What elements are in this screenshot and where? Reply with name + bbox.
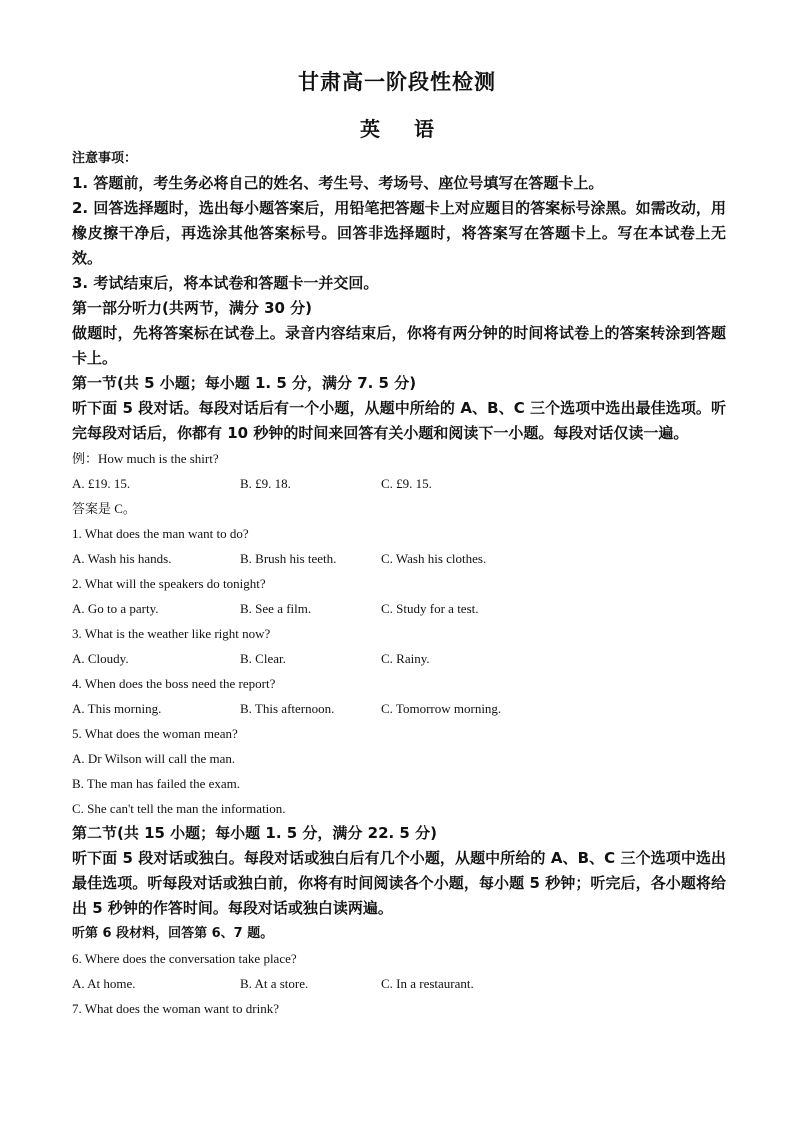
question-5-option-a: A. Dr Wilson will call the man.: [72, 751, 236, 766]
question-3-option-c: C. Rainy.: [381, 651, 430, 666]
question-3-option-b: B. Clear.: [240, 651, 286, 666]
material-6-heading: 听第 6 段材料，回答第 6、7 题。: [72, 926, 274, 941]
question-2: 2. What will the speakers do tonight?: [72, 576, 266, 591]
exam-content: [72, 146, 726, 1021]
notice-item-1: 1. 答题前，考生务必将自己的姓名、考生号、考场号、座位号填写在答题卡上。: [72, 174, 604, 192]
question-3-option-a: A. Cloudy.: [72, 651, 129, 666]
question-6-option-a: A. At home.: [72, 976, 136, 991]
question-4-option-b: B. This afternoon.: [240, 701, 335, 716]
notice-heading: 注意事项：: [72, 151, 138, 166]
question-6-option-c: C. In a restaurant.: [381, 976, 474, 991]
part1-heading: 第一部分听力(共两节，满分 30 分): [72, 299, 313, 317]
question-2-option-a: A. Go to a party.: [72, 601, 159, 616]
question-2-options: [72, 596, 726, 621]
question-1-option-b: B. Brush his teeth.: [240, 551, 337, 566]
notice-item-2: 2. 回答选择题时，选出每小题答案后，用铅笔把答题卡上对应题目的答案标号涂黑。如需改动，用橡皮擦干净后，再选涂其他答案标号。回答非选择题时，将答案写在答题卡上。写在本试卷上无效。: [72, 199, 726, 267]
question-3-options: [72, 646, 726, 671]
example-options: [72, 471, 726, 496]
exam-subject: 英语: [360, 117, 468, 141]
section1-heading: 第一节(共 5 小题；每小题 1. 5 分，满分 7. 5 分): [72, 374, 417, 392]
question-6-options: [72, 971, 726, 996]
question-2-option-c: C. Study for a test.: [381, 601, 479, 616]
example-question: 例：How much is the shirt?: [72, 451, 219, 466]
question-7: 7. What does the woman want to drink?: [72, 1001, 279, 1016]
question-1-option-c: C. Wash his clothes.: [381, 551, 487, 566]
notice-item-3: 3. 考试结束后，将本试卷和答题卡一并交回。: [72, 274, 379, 292]
section2-instruction: 听下面 5 段对话或独白。每段对话或独白后有几个小题，从题中所给的 A、B、C 三个选项中选出最佳选项。听每段对话或独白前，你将有时间阅读各个小题，每小题 5 秒钟；听完后，各小题将给出 5 秒钟的作答时间。每段对话或独白读两遍。: [72, 849, 726, 917]
question-4-options: [72, 696, 726, 721]
question-2-option-b: B. See a film.: [240, 601, 312, 616]
question-1-options: [72, 546, 726, 571]
question-4-option-c: C. Tomorrow morning.: [381, 701, 502, 716]
question-6: 6. Where does the conversation take place?: [72, 951, 297, 966]
question-6-option-b: B. At a store.: [240, 976, 309, 991]
question-1: 1. What does the man want to do?: [72, 526, 249, 541]
part1-instruction: 做题时，先将答案标在试卷上。录音内容结束后，你将有两分钟的时间将试卷上的答案转涂到答题卡上。: [72, 324, 726, 367]
exam-title: 甘肃高一阶段性检测: [298, 69, 496, 94]
question-5-option-b: B. The man has failed the exam.: [72, 776, 240, 791]
question-5: 5. What does the woman mean?: [72, 726, 238, 741]
example-answer: 答案是 C。: [72, 501, 136, 516]
question-1-option-a: A. Wash his hands.: [72, 551, 172, 566]
example-option-a: A. £19. 15.: [72, 476, 131, 491]
example-option-b: B. £9. 18.: [240, 476, 291, 491]
question-4: 4. When does the boss need the report?: [72, 676, 276, 691]
example-option-c: C. £9. 15.: [381, 476, 432, 491]
section1-instruction: 听下面 5 段对话。每段对话后有一个小题，从题中所给的 A、B、C 三个选项中选出最佳选项。听完每段对话后，你都有 10 秒钟的时间来回答有关小题和阅读下一小题。每段对话仅读一遍。: [72, 399, 726, 442]
question-4-option-a: A. This morning.: [72, 701, 162, 716]
question-5-option-c: C. She can't tell the man the information.: [72, 801, 286, 816]
section2-heading: 第二节(共 15 小题；每小题 1. 5 分，满分 22. 5 分): [72, 824, 437, 842]
question-3: 3. What is the weather like right now?: [72, 626, 271, 641]
